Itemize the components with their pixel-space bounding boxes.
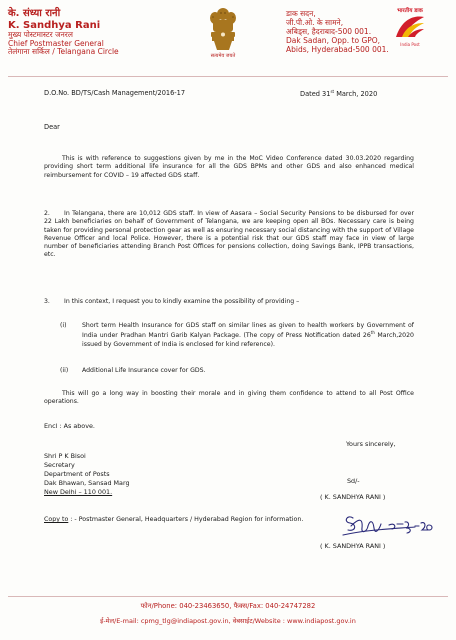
sender-title-english: Chief Postmaster General: [8, 38, 104, 48]
closing: Yours sincerely,: [346, 440, 396, 448]
emblem-motto: सत्यमेव जयते: [210, 53, 236, 59]
footer-divider: [8, 596, 448, 597]
header-divider: [8, 76, 448, 77]
address-line: जी.पी.ओ. के सामने,: [286, 18, 344, 27]
item-text: Additional Life Insurance cover for GDS.: [82, 367, 206, 374]
letterhead-sender: [8, 8, 119, 57]
logo-text-hindi: भारतीय डाक: [397, 8, 423, 14]
recipient-designation: Secretary: [44, 461, 75, 470]
enclosure-note: Encl : As above.: [44, 422, 95, 430]
copy-to: Copy to : - Postmaster General, Headquarters / Hyderabad Region for information.: [44, 516, 304, 523]
reference-number: D.O.No. BD/TS/Cash Management/2016-17: [44, 89, 186, 97]
paragraph-2: 2. In Telangana, there are 10,012 GDS staff. In view of Aasara – Social Security Pensions to be disbursed for over 22 Lakh beneficiaries on behalf of Government of Telangana, we are keeping open all BOs. Necessary care is being taken for providing personal protection gear as well as ensuring necessary social distancing with the support of Village Revenue Officer and local Police. However, there is a potential risk that our GDS staff may face in view of large number of beneficiaries attending Branch Post Offices for pensions collection, doing Savings Bank, IPPB transactions, etc.: [44, 210, 414, 259]
india-post-logo: [386, 6, 434, 50]
signatory-name: ( K. SANDHYA RANI ): [320, 493, 386, 501]
letterhead-address: [286, 9, 389, 54]
signatory-name-repeat: ( K. SANDHYA RANI ): [320, 542, 386, 550]
paragraph-3: 3. In this context, I request you to kindly examine the possibility of providing –: [44, 298, 300, 305]
address-line: डाक सदन,: [286, 9, 316, 18]
recipient-street: Dak Bhawan, Sansad Marg: [44, 479, 130, 488]
sender-circle: तेलंगाना सर्किल / Telangana Circle: [8, 47, 119, 57]
item-label: (i): [60, 322, 67, 329]
lion-capital-icon: [208, 6, 238, 52]
item-text: Short term Health Insurance for GDS staff on similar lines as given to health workers by Government of India under Pradhan Mantri Garib Kalyan Package. (The copy of Press Notification dated 26th March,2020 issued by Government of India is enclosed for kind reference).: [82, 322, 414, 348]
logo-text-english: India Post: [400, 42, 420, 47]
recipient-name: Shri P K Bisoi: [44, 452, 86, 460]
recipient-address: [44, 452, 130, 497]
footer-phone-fax: फोन/Phone: 040-23463650, फैक्स/Fax: 040-24747282: [140, 602, 316, 610]
paragraph-number: 2.: [44, 210, 50, 217]
paragraph-1: This is with reference to suggestions given by me in the MoC Video Conference dated 30.03.2020 regarding providing short term additional life insurance for all the GDS BPMs and other GDS and also enhanced medical reimbursement for COVID – 19 affected GDS staff.: [44, 155, 414, 179]
handwritten-signature: [337, 508, 437, 544]
item-label: (ii): [60, 367, 69, 374]
letter-date: Dated 31st March, 2020: [300, 89, 378, 99]
footer-email-web: ई-मेल/E-mail: cpmg_tlg@indiapost.gov.in, वेबसाईट/Website : www.indiapost.gov.in: [100, 617, 356, 625]
recipient-city: New Delhi – 110 001.: [44, 488, 113, 497]
address-line: Dak Sadan, Opp. to GPO,: [286, 36, 381, 45]
national-emblem: [204, 6, 242, 66]
address-line: Abids, Hyderabad-500 001.: [286, 45, 389, 54]
address-line: अबिड्स, हैदराबाद-500 001.: [286, 27, 372, 36]
paragraph-number: 3.: [44, 298, 50, 305]
sender-title-hindi: मुख्य पोस्टमास्टर जनरल: [8, 30, 73, 39]
india-post-bird-icon: [394, 13, 426, 41]
sender-name-hindi: के. संध्या रानी: [8, 8, 61, 19]
recipient-department: Department of Posts: [44, 470, 110, 479]
signed-mark: Sd/-: [347, 477, 360, 485]
sender-name-english: K. Sandhya Rani: [8, 19, 101, 31]
paragraph-4: This will go a long way in boosting their morale and in giving them confidence to attend to all Post Office operations.: [44, 390, 414, 406]
salutation: Dear: [44, 123, 60, 131]
